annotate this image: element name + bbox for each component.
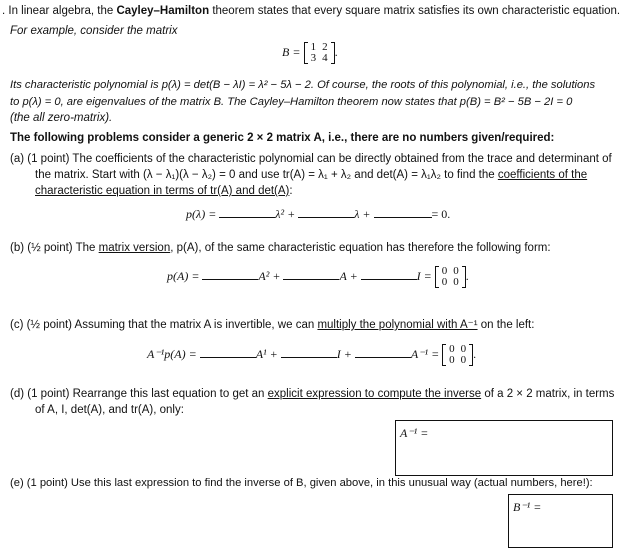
zero-matrix-cell: 0 xyxy=(460,354,467,366)
part-a-colon: : xyxy=(289,185,293,197)
part-a-equation xyxy=(186,207,450,222)
part-c-eq-end: . xyxy=(473,346,477,361)
part-b-term-3: I = xyxy=(416,268,432,283)
matrix-b-name: B = xyxy=(282,45,301,60)
part-a-blank-2[interactable] xyxy=(298,216,354,218)
part-b-line xyxy=(10,242,551,254)
matrix-b-cell: 1 xyxy=(310,41,317,53)
intro-theorem-name: Cayley–Hamilton xyxy=(116,5,210,17)
part-b-pre: (b) (½ point) The xyxy=(10,242,99,254)
part-a-link-char-eq[interactable]: characteristic equation in terms of tr(A) and det(A) xyxy=(35,185,290,197)
intro-line-1-post: theorem states that every square matrix satisfies its own characteristic equation. xyxy=(209,5,621,17)
zero-matrix-cell: 0 xyxy=(449,354,455,366)
part-a-link-coefficients[interactable]: coefficients of the xyxy=(497,169,588,181)
part-a-eq-end: = 0. xyxy=(431,207,451,221)
part-a-term-2: λ + xyxy=(354,207,371,221)
part-b-blank-3[interactable] xyxy=(361,278,417,280)
part-c-equation xyxy=(147,344,476,366)
part-c-pre: (c) (½ point) Assuming that the matrix A is invertible, we can xyxy=(10,319,318,331)
part-b-zero-matrix xyxy=(435,266,466,288)
part-c-term-3: A⁻¹ = xyxy=(410,346,440,361)
part-c-eq-lhs: A⁻¹p(A) = xyxy=(147,346,197,361)
matrix-b-display xyxy=(282,42,338,64)
part-b-blank-2[interactable] xyxy=(283,278,339,280)
matrix-b-cell: 2 xyxy=(322,41,328,53)
part-b-blank-1[interactable] xyxy=(202,278,258,280)
part-c-term-2: I + xyxy=(336,346,352,361)
part-b-equation xyxy=(167,266,469,288)
zero-matrix-cell: 0 xyxy=(441,265,448,277)
part-e-box-label: B⁻¹ = xyxy=(513,500,542,514)
part-d-line-1 xyxy=(10,388,614,400)
part-c-term-1: A¹ + xyxy=(255,346,278,361)
part-d-box-label: A⁻¹ = xyxy=(400,426,429,440)
part-b-eq-end: . xyxy=(465,268,469,283)
part-a-line-3 xyxy=(35,185,293,197)
poly-line-1: Its characteristic polynomial is p(λ) = det(B − λI) = λ² − 5λ − 2. Of course, the roots of this polynomial, i.e., the solutions xyxy=(10,79,596,91)
part-a-line-1: (a) (1 point) The coefficients of the characteristic polynomial can be directly obtained from the trace and determinant of xyxy=(10,153,612,165)
intro-line-1 xyxy=(2,5,620,17)
part-a-blank-1[interactable] xyxy=(219,216,275,218)
part-c-blank-1[interactable] xyxy=(200,356,256,358)
poly-line-3: (the all zero-matrix). xyxy=(10,112,113,124)
matrix-b-cell: 4 xyxy=(322,52,328,64)
part-a-blank-3[interactable] xyxy=(374,216,432,218)
part-b-term-2: A + xyxy=(339,268,358,283)
part-c-blank-2[interactable] xyxy=(281,356,337,358)
part-d-post: of a 2 × 2 matrix, in terms xyxy=(481,388,615,400)
part-e-answer-box[interactable] xyxy=(508,494,613,548)
part-c-post: on the left: xyxy=(477,319,535,331)
part-a-eq-lhs: p(λ) = xyxy=(186,207,217,221)
part-a-line-2-text: the matrix. Start with (λ − λ₁)(λ − λ₂) = 0 and use tr(A) = λ₁ + λ₂ and det(A) = λ₁λ₂ to find the xyxy=(35,169,495,181)
part-c-line xyxy=(10,317,534,331)
poly-line-2: to p(λ) = 0, are eigenvalues of the matrix B. The Cayley–Hamilton theorem now states that p(B) = B² − 5B − 2I = 0 xyxy=(10,96,573,108)
part-c-zero-matrix xyxy=(442,344,473,366)
zero-matrix-cell: 0 xyxy=(441,276,448,288)
part-d-link-explicit[interactable]: explicit expression to compute the inverse xyxy=(267,388,482,400)
part-c-blank-3[interactable] xyxy=(355,356,411,358)
zero-matrix-cell: 0 xyxy=(449,343,455,355)
part-b-term-1: A² + xyxy=(258,268,281,283)
part-a-term-1: λ² + xyxy=(275,207,296,221)
part-b-eq-lhs: p(A) = xyxy=(167,268,200,283)
matrix-b-cell: 3 xyxy=(310,52,317,64)
zero-matrix-cell: 0 xyxy=(453,265,459,277)
part-d-answer-box[interactable] xyxy=(395,420,613,476)
matrix-b-period: . xyxy=(334,47,338,60)
part-d-line-2: of A, I, det(A), and tr(A), only: xyxy=(35,404,184,416)
zero-matrix-cell: 0 xyxy=(453,276,459,288)
matrix-b xyxy=(304,42,335,64)
part-e-line: (e) (1 point) Use this last expression to find the inverse of B, given above, in this unusual way (actual numbers, here!): xyxy=(10,477,593,489)
part-d-pre: (d) (1 point) Rearrange this last equation to get an xyxy=(10,388,268,400)
instruction: The following problems consider a generic 2 × 2 matrix A, i.e., there are no numbers given/required: xyxy=(10,132,555,144)
part-b-post: , p(A), of the same characteristic equation has therefore the following form: xyxy=(170,242,551,254)
part-b-link-matrix-version[interactable]: matrix version xyxy=(98,242,171,254)
part-c-link-multiply[interactable]: multiply the polynomial with A⁻¹ xyxy=(317,319,478,331)
part-a-line-2 xyxy=(35,169,587,181)
intro-line-2: For example, consider the matrix xyxy=(10,25,178,37)
zero-matrix-cell: 0 xyxy=(460,343,467,355)
intro-line-1-pre: . In linear algebra, the xyxy=(2,5,117,17)
